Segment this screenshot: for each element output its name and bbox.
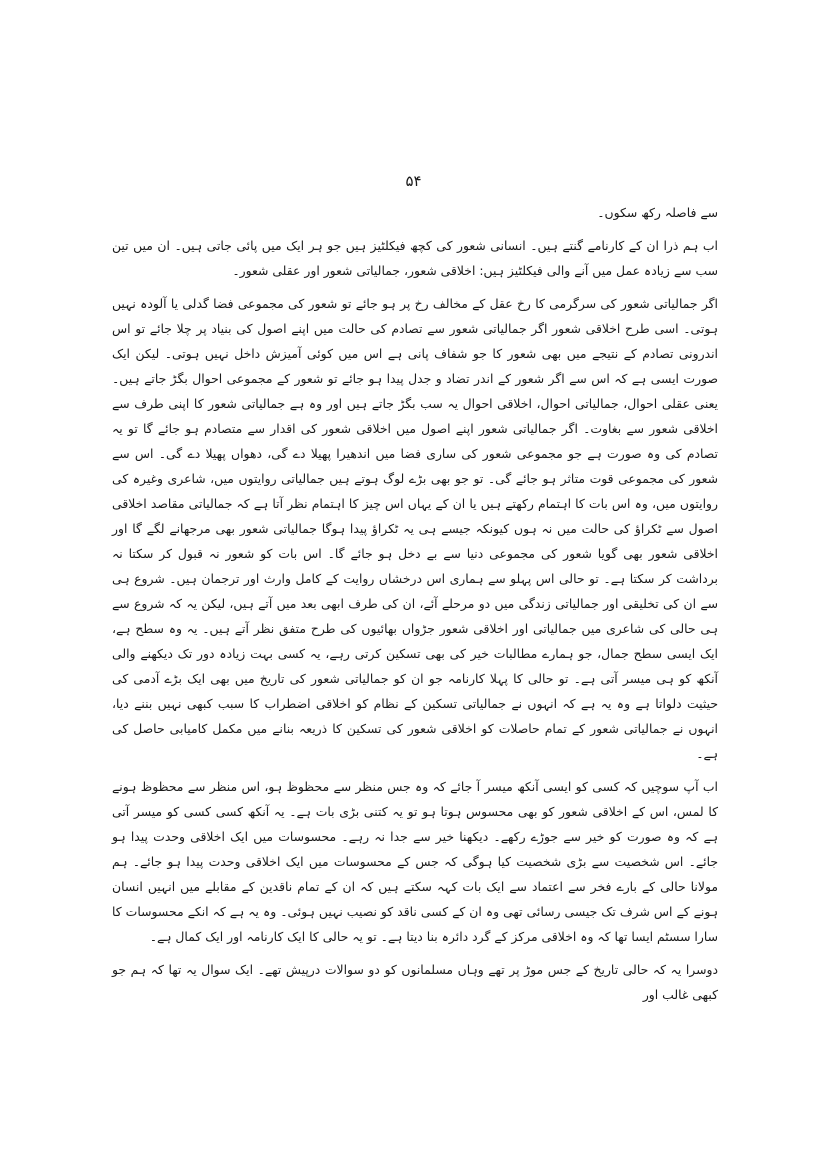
body-text	[112, 200, 718, 1015]
paragraph-3: اگر جمالیاتی شعور کی سرگرمی کا رخ عقل کے مخالف رخ پر ہو جائے تو شعور کی مجموعی فضا گدلی یا آلودہ نہیں ہوتی۔ اسی طرح اخلاقی شعور اگر جمالیاتی شعور سے تصادم کی حالت میں اپنے اصول کی بنیاد پر چلا جائے تو اس اندرونی تصادم کے نتیجے میں بھی شعور کا جو شفاف پانی ہے اس میں کوئی آمیزش داخل نہیں ہوتی۔ لیکن ایک صورت ایسی ہے کہ اس سے اگر شعور کے اندر تضاد و جدل پیدا ہو جائے تو شعور کے مجموعی احوال بگڑ جاتے ہیں۔ یعنی عقلی احوال، جمالیاتی احوال، اخلاقی احوال یہ سب بگڑ جاتے ہیں اور وہ ہے جمالیاتی شعور کا اپنی طرف سے اخلاقی شعور سے بغاوت۔ اگر جمالیاتی شعور اپنے اصول میں اخلاقی شعور کی اقدار سے متصادم ہو جائے گا تو یہ تصادم کی وہ صورت ہے جو مجموعی شعور کی ساری فضا میں اندھیرا پھیلا دے گی، دھواں پھیلا دے گی۔ اس سے شعور کی مجموعی قوت متاثر ہو جائے گی۔ تو جو بھی بڑے لوگ ہوتے ہیں جمالیاتی روایتوں میں، شاعری وغیرہ کی روایتوں میں، وہ اس بات کا اہتمام رکھتے ہیں یا ان کے یہاں اس چیز کا اہتمام نظر آتا ہے کہ جمالیاتی مقاصد اخلاقی اصول سے ٹکراؤ کی حالت میں نہ ہوں کیونکہ جیسے ہی یہ ٹکراؤ پیدا ہوگا جمالیاتی شعور بھی مرجھانے لگے گا اور اخلاقی شعور بھی گویا شعور کی مجموعی دنیا سے بے دخل ہو جائے گا۔ اس بات کو شعور نہ قبول کر سکتا نہ برداشت کر سکتا ہے۔ تو حالی اس پہلو سے ہماری اس درخشاں روایت کے کامل وارث اور ترجمان ہیں۔ شروع ہی سے ان کی تخلیقی اور جمالیاتی زندگی میں دو مرحلے آئے، ان کی طرف ابھی بعد میں آتے ہیں، لیکن یہ کہ شروع سے ہی حالی کی شاعری میں جمالیاتی اور اخلاقی شعور جڑواں بھائیوں کی طرح متفق نظر آتے ہیں۔ یہ وہ سطح ہے، ایک ایسی سطح جمال، جو ہمارے مطالبات خیر کی بھی تسکین کرتی رہے، یہ کسی بہت زیادہ دور تک دیکھنے والی آنکھ کو ہی میسر آتی ہے۔ تو حالی کا پہلا کارنامہ جو ان کو جمالیاتی شعور کی تاریخ میں بھی ایک بڑے آدمی کی حیثیت دلواتا ہے وہ یہ ہے کہ انہوں نے جمالیاتی تسکین کے نظام کو اخلاقی اضطراب کا سبب کبھی نہیں بننے دیا، انہوں نے جمالیاتی شعور کے تمام حاصلات کو اخلاقی شعور کی تسکین کا ذریعہ بنانے میں مکمل کامیابی حاصل کی ہے۔	[112, 296, 718, 761]
paragraph-4: اب آپ سوچیں کہ کسی کو ایسی آنکھ میسر آ جائے کہ وہ جس منظر سے محظوظ ہو، اس منظر سے محظوظ ہونے کا لمس، اس کے اخلاقی شعور کو بھی محسوس ہوتا ہو تو یہ کتنی بڑی بات ہے۔ یہ آنکھ کسی کسی کو میسر آتی ہے کہ وہ صورت کو خیر سے جوڑے رکھے۔ دیکھنا خیر سے جدا نہ رہے۔ محسوسات میں ایک اخلاقی وحدت پیدا ہو جائے۔ اس شخصیت سے بڑی شخصیت کیا ہوگی کہ جس کے محسوسات میں ایک اخلاقی وحدت پیدا ہو جائے۔ ہم مولانا حالی کے بارے فخر سے اعتماد سے ایک بات کہہ سکتے ہیں کہ ان کے تمام ناقدین کے مقابلے میں انہیں انسان ہونے کے اس شرف تک جیسی رسائی تھی وہ ان کے کسی ناقد کو نصیب نہیں ہوئی۔ وہ یہ ہے کہ انکے محسوسات کا سارا سسٹم ایسا تھا کہ وہ اخلاقی مرکز کے گرد دائرہ بنا دیتا ہے۔ تو یہ حالی کا ایک کارنامہ اور ایک کمال ہے۔	[112, 779, 718, 944]
paragraph-1: سے فاصلہ رکھ سکوں۔	[597, 205, 718, 220]
page-number: ۵۴	[405, 172, 422, 190]
paragraph-5: دوسرا یہ کہ حالی تاریخ کے جس موڑ پر تھے وہاں مسلمانوں کو دو سوالات درپیش تھے۔ ایک سوال یہ تھا کہ ہم جو کبھی غالب اور	[112, 962, 718, 1002]
paragraph-2: اب ہم ذرا ان کے کارنامے گنتے ہیں۔ انسانی شعور کی کچھ فیکلٹیز ہیں جو ہر ایک میں پائی جاتی ہیں۔ ان میں تین سب سے زیادہ عمل میں آنے والی فیکلٹیز ہیں: اخلاقی شعور، جمالیاتی شعور اور عقلی شعور۔	[112, 238, 718, 278]
